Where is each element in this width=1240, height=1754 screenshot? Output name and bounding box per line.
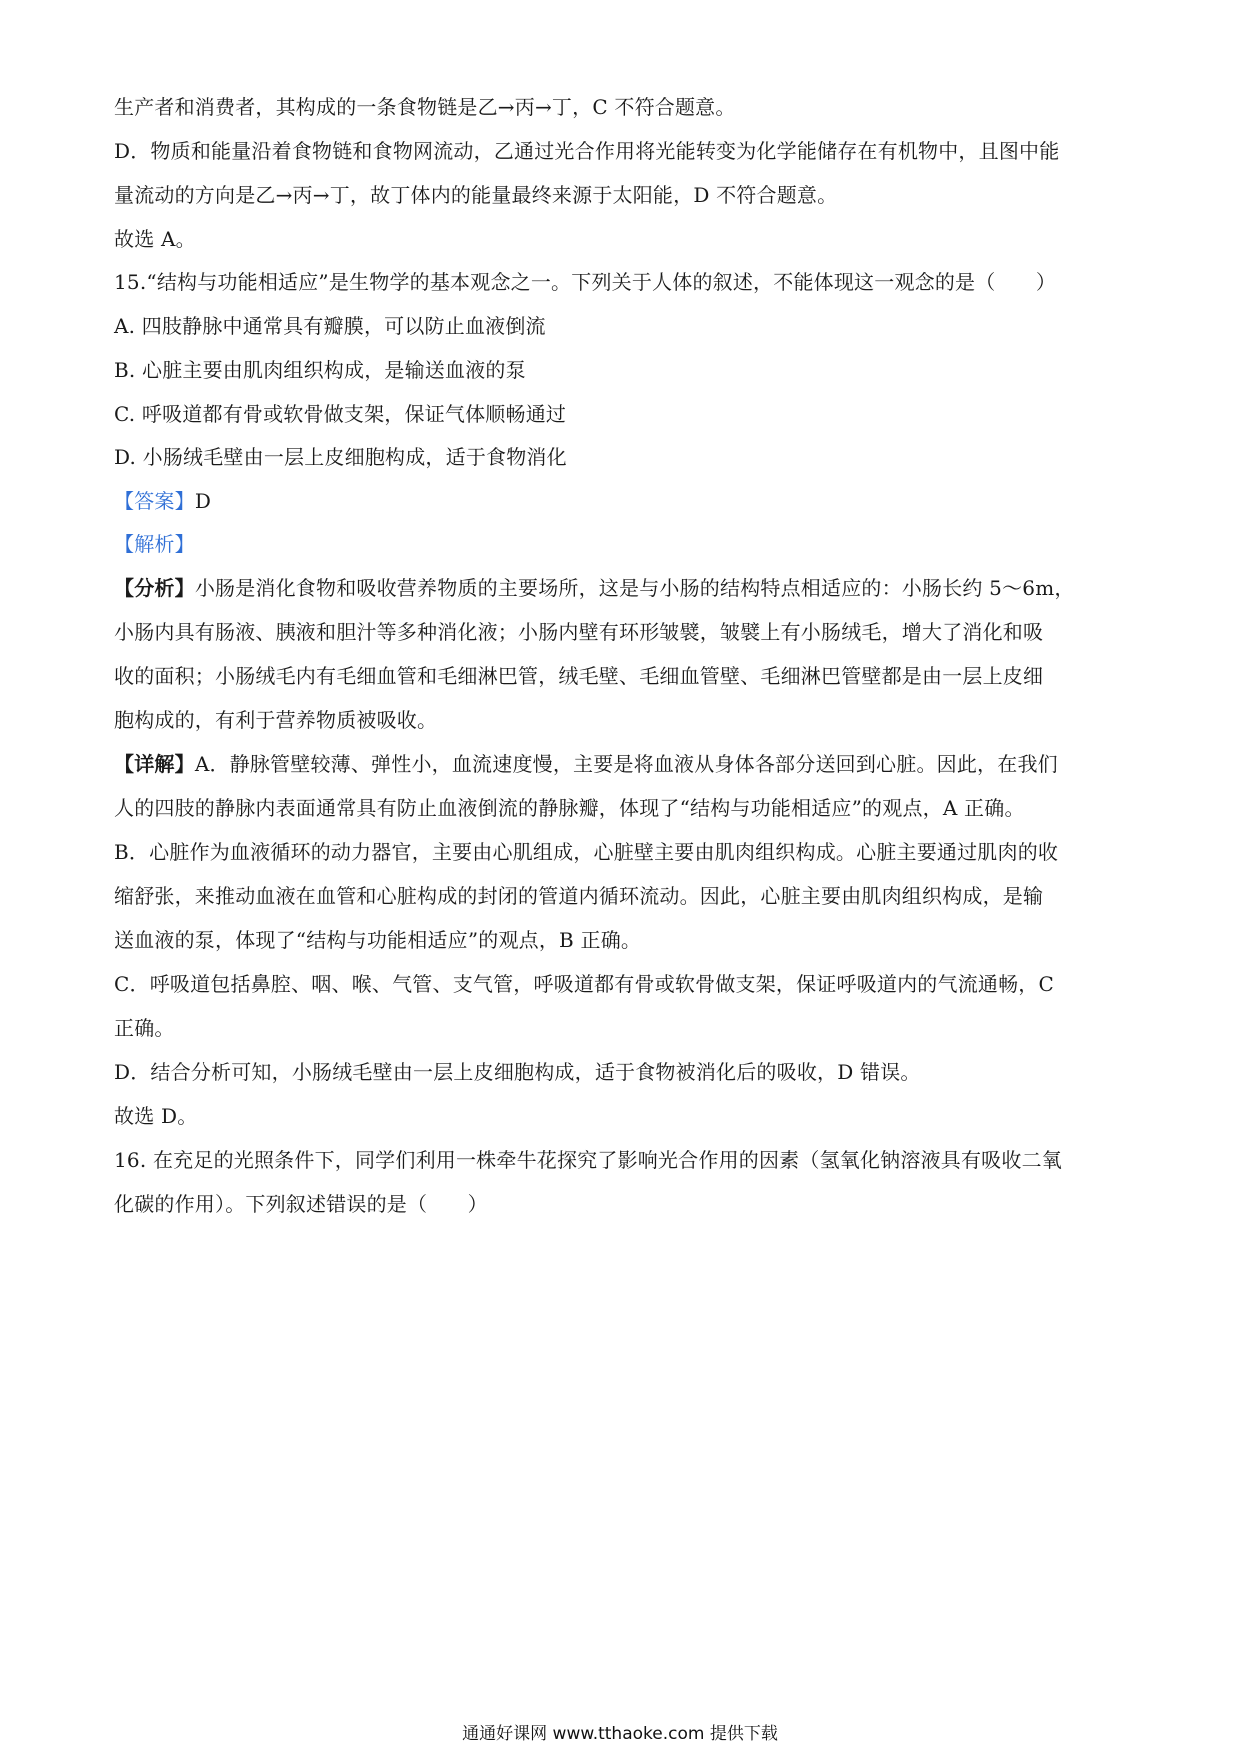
analysis-line [114, 530, 195, 558]
text-line: 小肠内具有肠液、胰液和胆汁等多种消化液；小肠内壁有环形皱襞，皱襞上有小肠绒毛，增大了消化和吸 [114, 620, 1044, 644]
xiangjie-line [114, 750, 1058, 778]
question-16-stem-cont: 化碳的作用）。下列叙述错误的是（ ） [114, 1192, 488, 1216]
answer-value: D [194, 489, 212, 513]
text-line: C．呼吸道包括鼻腔、咽、喉、气管、支气管，呼吸道都有骨或软骨做支架，保证呼吸道内的气流通畅，C [114, 972, 1055, 996]
fenxi-text: 小肠是消化食物和吸收营养物质的主要场所，这是与小肠的结构特点相适应的：小肠长约 5～6m， [194, 576, 1075, 600]
option-a: A. 四肢静脉中通常具有瓣膜，可以防止血液倒流 [114, 314, 546, 338]
text-line: 生产者和消费者，其构成的一条食物链是乙→丙→丁，C 不符合题意。 [114, 95, 736, 119]
question-15-stem: 15.“结构与功能相适应”是生物学的基本观念之一。下列关于人体的叙述，不能体现这一观念的是（ ） [114, 270, 1057, 294]
answer-tag: 【答案】 [114, 489, 195, 513]
fenxi-line [114, 574, 1075, 602]
xiangjie-tag: 【详解】 [114, 752, 195, 776]
conclusion-line: 故选 A。 [114, 227, 196, 251]
text-line: 缩舒张，来推动血液在血管和心脏构成的封闭的管道内循环流动。因此，心脏主要由肌肉组织构成，是输 [114, 884, 1044, 908]
text-line: D．物质和能量沿着食物链和食物网流动，乙通过光合作用将光能转变为化学能储存在有机物中，且图中能 [114, 139, 1060, 163]
text-line: 送血液的泵，体现了“结构与功能相适应”的观点，B 正确。 [114, 928, 642, 952]
text-line: 量流动的方向是乙→丙→丁，故丁体内的能量最终来源于太阳能，D 不符合题意。 [114, 183, 838, 207]
analysis-tag: 【解析】 [114, 532, 195, 556]
text-line: 胞构成的，有利于营养物质被吸收。 [114, 708, 438, 732]
conclusion-line: 故选 D。 [114, 1104, 198, 1128]
answer-line [114, 487, 211, 515]
text-line: B．心脏作为血液循环的动力器官，主要由心肌组成，心脏壁主要由肌肉组织构成。心脏主要通过肌肉的收 [114, 840, 1059, 864]
fenxi-tag: 【分析】 [114, 576, 195, 600]
option-c: C. 呼吸道都有骨或软骨做支架，保证气体顺畅通过 [114, 402, 567, 426]
option-d: D. 小肠绒毛壁由一层上皮细胞构成，适于食物消化 [114, 445, 567, 469]
text-line: D．结合分析可知，小肠绒毛壁由一层上皮细胞构成，适于食物被消化后的吸收，D 错误。 [114, 1060, 921, 1084]
text-line: 收的面积；小肠绒毛内有毛细血管和毛细淋巴管，绒毛壁、毛细血管壁、毛细淋巴管壁都是由一层上皮细 [114, 664, 1044, 688]
option-b: B. 心脏主要由肌肉组织构成，是输送血液的泵 [114, 358, 526, 382]
text-line: 人的四肢的静脉内表面通常具有防止血液倒流的静脉瓣，体现了“结构与功能相适应”的观点，A 正确。 [114, 796, 1025, 820]
question-16-stem: 16. 在充足的光照条件下，同学们利用一株牵牛花探究了影响光合作用的因素（氢氧化钠溶液具有吸收二氧 [114, 1148, 1062, 1172]
footer-text: 通通好课网 www.tthaoke.com 提供下载 [462, 1724, 778, 1744]
text-line: 正确。 [114, 1016, 175, 1040]
xiangjie-text: A．静脉管壁较薄、弹性小，血流速度慢，主要是将血液从身体各部分送回到心脏。因此，在我们 [194, 752, 1058, 776]
